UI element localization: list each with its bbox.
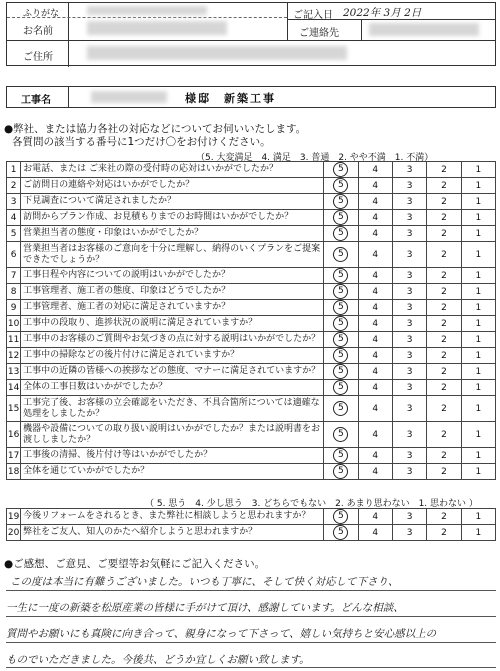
rating-label: 3: [406, 318, 413, 329]
rating-label: 3: [406, 403, 413, 414]
rating-option-1[interactable]: [461, 226, 495, 242]
rating-label: 1: [475, 527, 482, 538]
selected-rating-circle: 5: [333, 464, 348, 479]
question-row: [7, 284, 496, 300]
question-text: 工事完了後、お客様の立会確認をいただき、不具合箇所については適確な処理をしましたか？: [21, 396, 324, 422]
rating-option-5[interactable]: [324, 348, 358, 364]
rating-label: 4: [372, 228, 379, 239]
rating-label: 4: [372, 318, 379, 329]
work-label: 工事名: [21, 95, 51, 106]
selected-rating-circle: 5: [333, 427, 348, 442]
rating-option-2[interactable]: [427, 210, 461, 226]
rating-option-3[interactable]: [392, 242, 426, 268]
question-row: [7, 178, 496, 194]
rating-option-5[interactable]: [324, 364, 358, 380]
rating-option-5[interactable]: [324, 210, 358, 226]
rating-option-1[interactable]: [461, 348, 495, 364]
rating-option-3[interactable]: [392, 525, 426, 541]
question-number: 4: [7, 210, 21, 226]
contact-label: ご連絡先: [299, 28, 339, 39]
rating-option-4[interactable]: [358, 316, 392, 332]
question-row: [7, 348, 496, 364]
rating-option-3[interactable]: [392, 178, 426, 194]
rating-label: 4: [372, 403, 379, 414]
redacted-address: [87, 46, 347, 60]
redacted-work-name: [91, 91, 167, 103]
rating-label: 1: [475, 228, 482, 239]
question-number: 13: [7, 364, 21, 380]
rating-label: 4: [372, 164, 379, 175]
rating-label: 3: [406, 382, 413, 393]
question-text: お電話、または ご来社の際の受付時の応対はいかがでしたか？: [21, 162, 324, 178]
rating-label: 1: [475, 429, 482, 440]
rating-label: 1: [475, 164, 482, 175]
question-number: 3: [7, 194, 21, 210]
rating-label: 1: [475, 366, 482, 377]
question-row: [7, 396, 496, 422]
selected-rating-circle: 5: [333, 300, 348, 315]
rating-label: 2: [441, 527, 447, 538]
selected-rating-circle: 5: [333, 364, 348, 379]
question-text: 営業担当者はお客様のご意向を十分に理解し、納得のいくプランをご提案できたでしょうか？: [21, 242, 324, 268]
rating-option-3[interactable]: [392, 422, 426, 448]
question-row: [7, 242, 496, 268]
rating-option-1[interactable]: [461, 332, 495, 348]
question-row: [7, 525, 496, 541]
rating-option-2[interactable]: [427, 332, 461, 348]
rating-label: 1: [475, 196, 482, 207]
rating-option-4[interactable]: [358, 396, 392, 422]
question-text: 工事日程や内容についての説明はいかがでしたか？: [21, 268, 324, 284]
rating-option-2[interactable]: [427, 448, 461, 464]
rating-option-2[interactable]: [427, 396, 461, 422]
comment-rule-2: [6, 616, 496, 617]
question-row: [7, 268, 496, 284]
rating-label: 4: [372, 270, 379, 281]
selected-rating-circle: 5: [333, 226, 348, 241]
rating-label: 1: [475, 302, 482, 313]
rating-option-4[interactable]: [358, 464, 392, 480]
rating-option-5[interactable]: [324, 464, 358, 480]
rating-option-3[interactable]: [392, 348, 426, 364]
rating-option-3[interactable]: [392, 300, 426, 316]
rating-label: 2: [441, 466, 447, 477]
rating-label: 1: [475, 212, 482, 223]
question-row: [7, 380, 496, 396]
rating-option-1[interactable]: [461, 509, 495, 525]
question-text: 工事中のお客様のご質問やお気づきの点に対する説明はいかがでしたか？: [21, 332, 324, 348]
rating-option-1[interactable]: [461, 396, 495, 422]
rating-option-3[interactable]: [392, 464, 426, 480]
redacted-furigana: [87, 6, 207, 15]
rating-option-1[interactable]: [461, 464, 495, 480]
rating-option-5[interactable]: [324, 448, 358, 464]
rating-label: 3: [406, 212, 413, 223]
rating-label: 1: [475, 318, 482, 329]
rating-label: 4: [372, 302, 379, 313]
rating-option-5[interactable]: [324, 268, 358, 284]
rating-label: 3: [406, 302, 413, 313]
rating-option-3[interactable]: [392, 268, 426, 284]
rating-label: 4: [372, 382, 379, 393]
comment-rule-1: [6, 590, 496, 591]
rating-option-1[interactable]: [461, 422, 495, 448]
rating-label: 1: [475, 382, 482, 393]
rating-option-1[interactable]: [461, 316, 495, 332]
comment-rule-3: [6, 642, 496, 643]
rating-option-2[interactable]: [427, 162, 461, 178]
question-number: 15: [7, 396, 21, 422]
redacted-contact: [369, 23, 479, 36]
rating-option-4[interactable]: [358, 525, 392, 541]
intro-line-2: 各質問の該当する番号に1つだけ〇をお付けください。: [12, 136, 271, 148]
question-number: 12: [7, 348, 21, 364]
rating-label: 1: [475, 511, 482, 522]
selected-rating-circle: 5: [333, 525, 348, 540]
question-text: 工事中の近隣の皆様への挨拶などの態度、マナーに満足されていますか？: [21, 364, 324, 380]
question-number: 5: [7, 226, 21, 242]
rating-label: 2: [441, 164, 447, 175]
name-label: お名前: [23, 26, 53, 37]
question-row: [7, 226, 496, 242]
rating-option-2[interactable]: [427, 525, 461, 541]
rating-option-4[interactable]: [358, 284, 392, 300]
rating-label: 2: [441, 429, 447, 440]
rating-label: 4: [372, 196, 379, 207]
rating-option-3[interactable]: [392, 226, 426, 242]
rating-option-4[interactable]: [358, 422, 392, 448]
comment-line-1: この度は本当に有難うございました。いつも丁寧に、そして快く対応して下さり、: [10, 576, 399, 588]
rating-option-3[interactable]: [392, 194, 426, 210]
rating-label: 2: [441, 180, 447, 191]
question-row: [7, 332, 496, 348]
question-number: 17: [7, 448, 21, 464]
rating-label: 3: [406, 366, 413, 377]
rating-label: 3: [406, 511, 413, 522]
rating-label: 1: [475, 466, 482, 477]
rating-option-2[interactable]: [427, 242, 461, 268]
rating-label: 4: [372, 450, 379, 461]
rating-label: 2: [441, 403, 447, 414]
rating-label: 4: [372, 511, 379, 522]
rating-option-2[interactable]: [427, 300, 461, 316]
selected-rating-circle: 5: [333, 194, 348, 209]
question-text: 全体の工事日数はいかがでしたか？: [21, 380, 324, 396]
question-text: 機器や設備についての取り扱い説明はいかがでしたか？または説明書をお渡ししましたか？: [21, 422, 324, 448]
rating-label: 2: [441, 511, 447, 522]
scale-legend-b: （ 5. 思う 4. 少し思う 3. どちらでもない 2. あまり思わない 1. 思わない ）: [145, 499, 478, 509]
rating-option-3[interactable]: [392, 316, 426, 332]
rating-label: 3: [406, 196, 413, 207]
date-label: ご記入日: [293, 10, 333, 21]
comment-line-3: 質問やお願いにも真険に向き合って、親身になって下さって、嬉しい気持ちと安心感以上の: [6, 628, 437, 640]
rating-option-2[interactable]: [427, 284, 461, 300]
furigana-label: ふりがな: [23, 9, 60, 19]
question-text: 工事中の段取り、進捗状況の説明に満足されていますか？: [21, 316, 324, 332]
rating-option-3[interactable]: [392, 332, 426, 348]
question-number: 1: [7, 162, 21, 178]
rating-option-2[interactable]: [427, 194, 461, 210]
rating-option-1[interactable]: [461, 448, 495, 464]
rating-label: 1: [475, 180, 482, 191]
question-text: ご訪問日の連絡や対応はいかがでしたか？: [21, 178, 324, 194]
rating-option-5[interactable]: [324, 380, 358, 396]
question-number: 20: [7, 525, 21, 541]
rating-option-4[interactable]: [358, 194, 392, 210]
selected-rating-circle: 5: [333, 380, 348, 395]
selected-rating-circle: 5: [333, 509, 348, 524]
rating-option-1[interactable]: [461, 300, 495, 316]
question-row: [7, 300, 496, 316]
rating-label: 3: [406, 180, 413, 191]
rating-option-2[interactable]: [427, 268, 461, 284]
rating-label: 4: [372, 334, 379, 345]
rating-label: 4: [372, 527, 379, 538]
rating-label: 4: [372, 466, 379, 477]
question-number: 19: [7, 509, 21, 525]
rating-option-1[interactable]: [461, 194, 495, 210]
rating-label: 2: [441, 382, 447, 393]
rating-label: 2: [441, 334, 447, 345]
rating-option-2[interactable]: [427, 509, 461, 525]
furigana-divider: [7, 17, 287, 18]
rating-label: 3: [406, 228, 413, 239]
question-number: 10: [7, 316, 21, 332]
rating-label: 3: [406, 249, 413, 260]
rating-label: 2: [441, 366, 447, 377]
question-number: 6: [7, 242, 21, 268]
question-text: 営業担当者の態度・印象はいかがでしたか？: [21, 226, 324, 242]
survey-table-satisfaction: [6, 161, 496, 480]
rating-label: 3: [406, 466, 413, 477]
question-text: 訪問からプラン作成、お見積もりまでのお時間はいかがでしたか？: [21, 210, 324, 226]
rating-option-2[interactable]: [427, 348, 461, 364]
rating-option-2[interactable]: [427, 316, 461, 332]
rating-option-5[interactable]: [324, 396, 358, 422]
selected-rating-circle: 5: [333, 448, 348, 463]
rating-option-2[interactable]: [427, 422, 461, 448]
rating-label: 1: [475, 270, 482, 281]
rating-label: 3: [406, 429, 413, 440]
rating-option-5[interactable]: [324, 162, 358, 178]
rating-label: 1: [475, 286, 482, 297]
name-divider: [7, 40, 495, 41]
rating-option-2[interactable]: [427, 380, 461, 396]
selected-rating-circle: 5: [333, 316, 348, 331]
rating-option-5[interactable]: [324, 284, 358, 300]
rating-option-4[interactable]: [358, 332, 392, 348]
rating-label: 3: [406, 164, 413, 175]
rating-label: 4: [372, 350, 379, 361]
rating-label: 3: [406, 350, 413, 361]
rating-label: 3: [406, 286, 413, 297]
rating-label: 1: [475, 334, 482, 345]
question-number: 2: [7, 178, 21, 194]
selected-rating-circle: 5: [333, 162, 348, 177]
rating-option-1[interactable]: [461, 284, 495, 300]
rating-option-1[interactable]: [461, 364, 495, 380]
redacted-name: [87, 21, 227, 35]
rating-option-5[interactable]: [324, 332, 358, 348]
rating-option-5[interactable]: [324, 226, 358, 242]
rating-label: 4: [372, 249, 379, 260]
rating-option-4[interactable]: [358, 348, 392, 364]
rating-option-2[interactable]: [427, 178, 461, 194]
question-row: [7, 316, 496, 332]
rating-option-2[interactable]: [427, 226, 461, 242]
selected-rating-circle: 5: [333, 210, 348, 225]
rating-label: 2: [441, 249, 447, 260]
rating-option-5[interactable]: [324, 194, 358, 210]
rating-label: 2: [441, 196, 447, 207]
rating-label: 2: [441, 286, 447, 297]
comment-line-4: ものでいただきました。今後共、どうか宜しくお願い致します。: [6, 654, 310, 666]
question-row: [7, 210, 496, 226]
question-number: 7: [7, 268, 21, 284]
question-row: [7, 194, 496, 210]
rating-option-4[interactable]: [358, 300, 392, 316]
rating-option-4[interactable]: [358, 226, 392, 242]
rating-label: 2: [441, 212, 447, 223]
question-row: [7, 162, 496, 178]
rating-label: 2: [441, 270, 447, 281]
rating-option-1[interactable]: [461, 242, 495, 268]
rating-label: 2: [441, 350, 447, 361]
date-value: 2022年 3月 2日: [343, 7, 422, 19]
rating-label: 4: [372, 180, 379, 191]
question-row: [7, 422, 496, 448]
rating-option-1[interactable]: [461, 380, 495, 396]
rating-option-1[interactable]: [461, 162, 495, 178]
comment-line-2: 一生に一度の新築を松原産業の皆様に手がけて頂け、感謝しています。どんな相談、: [6, 602, 404, 614]
rating-option-5[interactable]: [324, 316, 358, 332]
question-text: 今後リフォームをされるとき、また弊社に相談しようと思われますか？: [21, 509, 324, 525]
rating-option-2[interactable]: [427, 464, 461, 480]
question-text: 下見調査について満足されましたか？: [21, 194, 324, 210]
selected-rating-circle: 5: [333, 268, 348, 283]
rating-option-4[interactable]: [358, 210, 392, 226]
rating-option-3[interactable]: [392, 380, 426, 396]
rating-label: 4: [372, 366, 379, 377]
selected-rating-circle: 5: [333, 247, 348, 262]
rating-label: 1: [475, 350, 482, 361]
rating-option-1[interactable]: [461, 268, 495, 284]
work-title: 様邸 新築工事: [185, 92, 276, 105]
question-number: 11: [7, 332, 21, 348]
survey-table-recommend: [6, 508, 496, 541]
rating-option-3[interactable]: [392, 396, 426, 422]
rating-option-4[interactable]: [358, 380, 392, 396]
rating-option-1[interactable]: [461, 525, 495, 541]
rating-label: 1: [475, 249, 482, 260]
date-column-divider: [287, 3, 288, 40]
selected-rating-circle: 5: [333, 178, 348, 193]
question-row: [7, 448, 496, 464]
rating-option-4[interactable]: [358, 509, 392, 525]
selected-rating-circle: 5: [333, 332, 348, 347]
question-text: 工事管理者、施工者の態度、印象はどうでしたか？: [21, 284, 324, 300]
rating-option-1[interactable]: [461, 178, 495, 194]
rating-option-3[interactable]: [392, 509, 426, 525]
question-number: 16: [7, 422, 21, 448]
question-number: 18: [7, 464, 21, 480]
rating-option-3[interactable]: [392, 364, 426, 380]
question-row: [7, 509, 496, 525]
customer-info-table: [6, 2, 496, 66]
rating-option-4[interactable]: [358, 242, 392, 268]
rating-option-3[interactable]: [392, 162, 426, 178]
question-text: 工事管理者、施工者の対応に満足されていますか？: [21, 300, 324, 316]
rating-label: 3: [406, 527, 413, 538]
rating-option-3[interactable]: [392, 284, 426, 300]
comments-heading: ●ご感想、ご意見、ご要望等お気軽にご記入ください。: [4, 558, 266, 570]
rating-option-4[interactable]: [358, 178, 392, 194]
rating-option-5[interactable]: [324, 509, 358, 525]
rating-option-5[interactable]: [324, 525, 358, 541]
rating-option-4[interactable]: [358, 364, 392, 380]
rating-label: 1: [475, 450, 482, 461]
rating-option-5[interactable]: [324, 300, 358, 316]
selected-rating-circle: 5: [333, 284, 348, 299]
rating-label: 4: [372, 429, 379, 440]
rating-label: 2: [441, 450, 447, 461]
question-text: 工事後の清掃、後片付け等はいかがでしたか？: [21, 448, 324, 464]
question-text: 工事中の掃除などの後片付けに満足されていますか？: [21, 348, 324, 364]
question-number: 14: [7, 380, 21, 396]
selected-rating-circle: 5: [333, 401, 348, 416]
rating-label: 1: [475, 403, 482, 414]
rating-option-5[interactable]: [324, 422, 358, 448]
address-label: ご住所: [23, 52, 53, 63]
rating-option-4[interactable]: [358, 268, 392, 284]
rating-label: 2: [441, 302, 447, 313]
question-text: 弊社をご友人、知人のかたへ紹介しようと思われますか？: [21, 525, 324, 541]
rating-label: 4: [372, 212, 379, 223]
question-number: 9: [7, 300, 21, 316]
rating-option-2[interactable]: [427, 364, 461, 380]
rating-option-3[interactable]: [392, 210, 426, 226]
question-text: 全体を通じていかがでしたか？: [21, 464, 324, 480]
rating-label: 2: [441, 228, 447, 239]
rating-option-4[interactable]: [358, 448, 392, 464]
contact-divider: [361, 19, 362, 40]
question-number: 8: [7, 284, 21, 300]
rating-option-5[interactable]: [324, 178, 358, 194]
rating-label: 4: [372, 286, 379, 297]
rating-option-1[interactable]: [461, 210, 495, 226]
scale-legend-a: （5. 大変満足 4. 満足 3. 普通 2. やや不満 1. 不満）: [196, 153, 434, 163]
work-name-box: [6, 86, 496, 108]
rating-label: 3: [406, 334, 413, 345]
rating-option-4[interactable]: [358, 162, 392, 178]
rating-label: 3: [406, 270, 413, 281]
rating-label: 2: [441, 318, 447, 329]
rating-option-5[interactable]: [324, 242, 358, 268]
question-row: [7, 364, 496, 380]
question-row: [7, 464, 496, 480]
rating-label: 3: [406, 450, 413, 461]
comment-rule-4: [6, 667, 496, 668]
rating-option-3[interactable]: [392, 448, 426, 464]
selected-rating-circle: 5: [333, 348, 348, 363]
intro-line-1: ●弊社、または協力各社の対応などについてお伺いいたします。: [4, 123, 307, 135]
